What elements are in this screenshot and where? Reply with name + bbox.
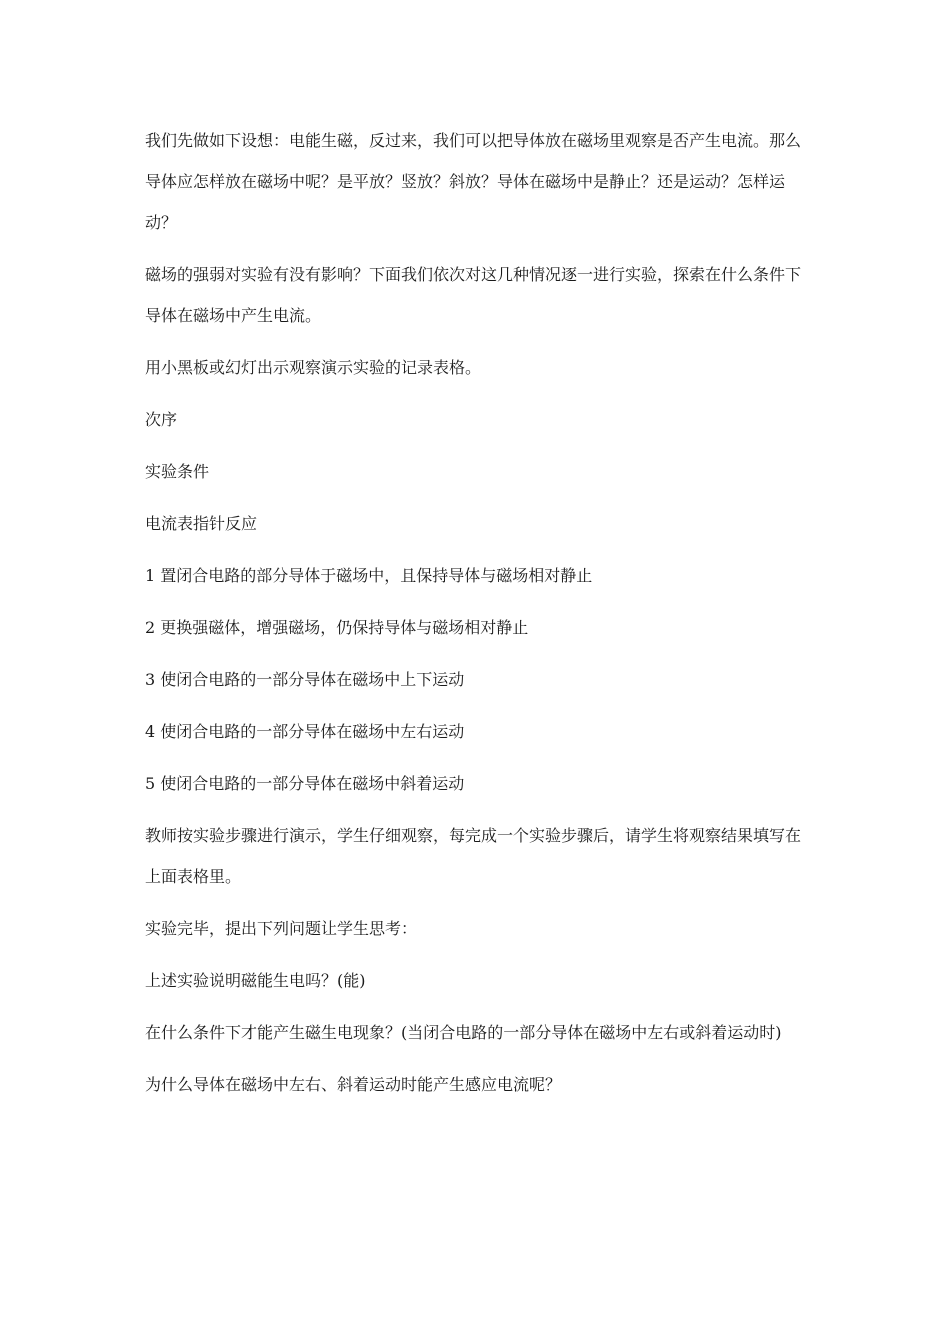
table-row-3: 3 使闭合电路的一部分导体在磁场中上下运动 <box>145 670 465 689</box>
question-1: 上述实验说明磁能生电吗？(能) <box>145 971 366 990</box>
table-row-2: 2 更换强磁体，增强磁场，仍保持导体与磁场相对静止 <box>145 618 529 637</box>
paragraph-hypothesis: 我们先做如下设想：电能生磁，反过来，我们可以把导体放在磁场里观察是否产生电流。那么导体应怎样放在磁场中呢？是平放？竖放？斜放？导体在磁场中是静止？还是运动？怎样运动？ <box>145 131 802 232</box>
table-header-condition: 实验条件 <box>145 462 210 481</box>
paragraph-demonstration: 教师按实验步骤进行演示，学生仔细观察，每完成一个实验步骤后，请学生将观察结果填写在上面表格里。 <box>145 826 802 886</box>
document-body <box>145 120 805 1116</box>
table-row-4: 4 使闭合电路的一部分导体在磁场中左右运动 <box>145 722 465 741</box>
question-3: 为什么导体在磁场中左右、斜着运动时能产生感应电流呢？ <box>145 1075 562 1094</box>
paragraph-questions-intro: 实验完毕，提出下列问题让学生思考： <box>145 919 418 938</box>
table-row-1: 1 置闭合电路的部分导体于磁场中，且保持导体与磁场相对静止 <box>145 566 593 585</box>
table-row-5: 5 使闭合电路的一部分导体在磁场中斜着运动 <box>145 774 465 793</box>
paragraph-field-strength: 磁场的强弱对实验有没有影响？下面我们依次对这几种情况逐一进行实验，探索在什么条件下导体在磁场中产生电流。 <box>145 265 802 325</box>
table-header-order: 次序 <box>145 410 178 429</box>
table-header-response: 电流表指针反应 <box>145 514 258 533</box>
paragraph-table-intro: 用小黑板或幻灯出示观察演示实验的记录表格。 <box>145 358 482 377</box>
question-2: 在什么条件下才能产生磁生电现象？(当闭合电路的一部分导体在磁场中左右或斜着运动时) <box>145 1023 782 1042</box>
